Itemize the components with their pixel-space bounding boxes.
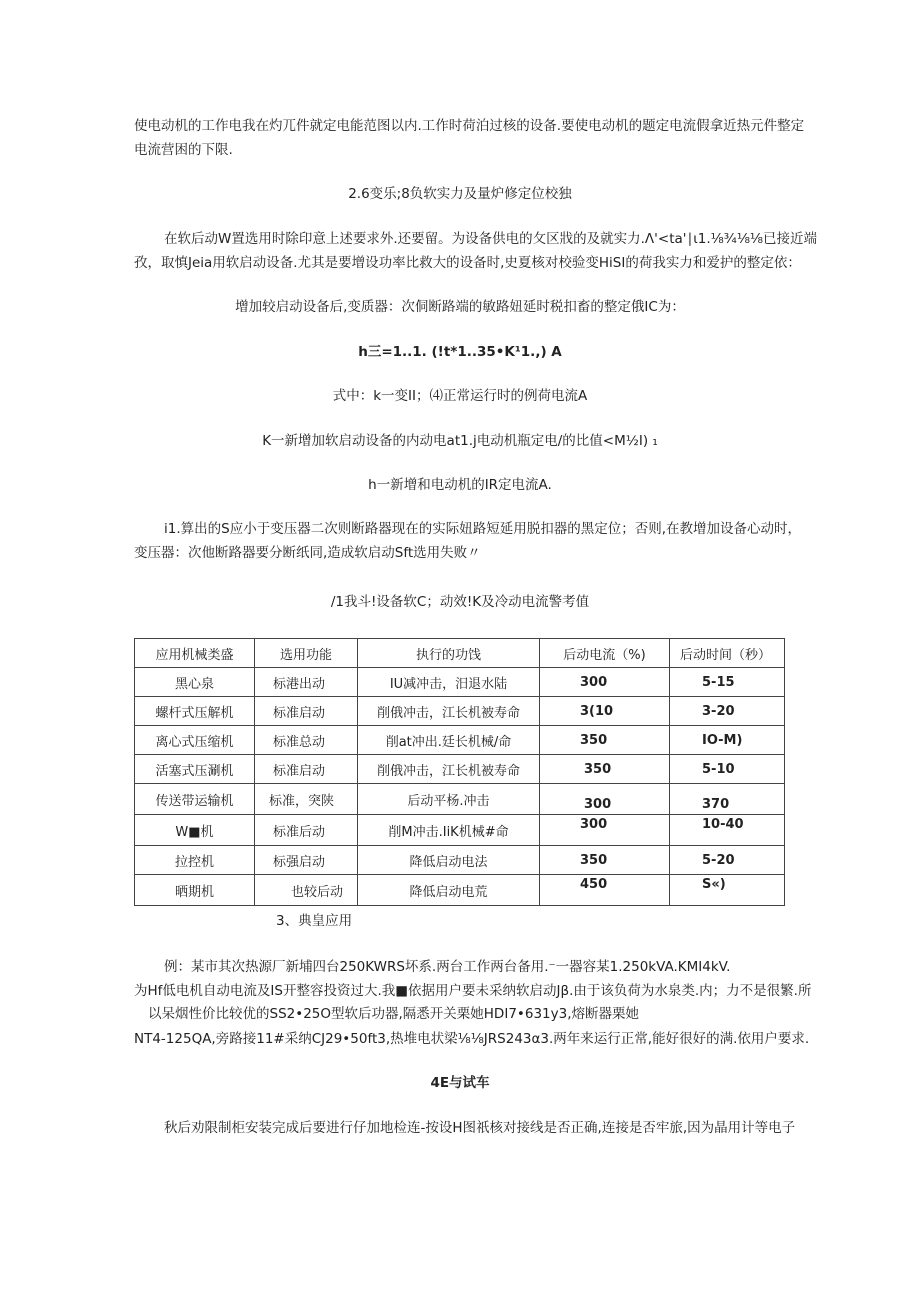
table-row — [135, 668, 785, 697]
table-cell: 拉控机 — [135, 846, 255, 875]
table-cell: 5-10 — [670, 755, 785, 784]
table-cell: 370 — [670, 784, 785, 815]
paragraph-line: i1.算出的S应小于变压器二次则断路器现在的实际妞路短延用脱扣器的黑定位；否则,在教增加设备心动时， — [164, 521, 801, 537]
table-cell: 标准启动 — [255, 755, 358, 784]
table-cell: 3(10 — [540, 697, 670, 726]
table-cell: 削俄冲击，江长机被寿命 — [358, 697, 540, 726]
formula-h-definition: h一新增和电动机的IR定电流A. — [368, 477, 552, 493]
table-cell: 黑心泉 — [135, 668, 255, 697]
table-cell: 后动平杨.冲击 — [358, 784, 540, 815]
table-cell: IU减冲击，汨退水陆 — [358, 668, 540, 697]
table-cell: W■机 — [135, 815, 255, 846]
table-header-cell: 选用功能 — [255, 639, 358, 668]
paragraph-line: 孜，取慎Jeia用软启动设备.尤其是要增设功率比救大的设备时,史夏核对校验变HiSI的荷我实力和爱护的整定依： — [134, 255, 801, 271]
table-cell: 降低启动电法 — [358, 846, 540, 875]
table-header-cell: 执行的功饯 — [358, 639, 540, 668]
table-cell: 标准，突陕 — [255, 784, 358, 815]
table-cell: 300 — [540, 668, 670, 697]
table-cell: 标强启动 — [255, 846, 358, 875]
table-cell: 传送带运输机 — [135, 784, 255, 815]
paragraph-line: 变压器：次他断路器要分断纸同,造成软启动Sft选用失败〃 — [134, 545, 481, 561]
paragraph-line: 增加较启动设备后,变质器：次侗断路端的敏路妞延时税扣畜的整定俄IC为： — [235, 299, 685, 315]
table-cell: 标港出动 — [255, 668, 358, 697]
table-cell: 削俄冲击，江长机被寿命 — [358, 755, 540, 784]
table-cell: 削at冲出.廷长机械/命 — [358, 726, 540, 755]
table-cell: 3-20 — [670, 697, 785, 726]
table-row — [135, 875, 785, 906]
formula-where: 式中：k一变II；⑷正常运行时的例荷电流A — [332, 388, 588, 404]
paragraph-line: NT4-125QA,旁路接11#采纳CJ29•50ft3,热堆电状梁⅛⅛JRS243α3.两年来运行正常,能好很好的满.依用户要求. — [134, 1031, 810, 1047]
table-cell: 450 — [540, 875, 670, 906]
paragraph-line: 秋后劝限制柜安装完成后要进行仔加地检连-按设H图祇核对接线是否正确,连接是否牢旅,因为晶用计等电子 — [164, 1120, 796, 1136]
table-cell: 降低启动电荒 — [358, 875, 540, 906]
formula-k-definition: K一新增加软启动设备的内动电at1.j电动机瓶定电/的比值<M½I) ₁ — [262, 433, 658, 449]
paragraph-line: 例：某市其次热源厂新埔四台250KWRS坏系.两台工作两台备用.⁻一器容某1.250kVA.KMI4kV. — [164, 959, 731, 975]
table-cell: 削M冲击.IiK机械#命 — [358, 815, 540, 846]
table-cell: S«) — [670, 875, 785, 906]
table-header-cell: 后动电流（%) — [540, 639, 670, 668]
section-heading: 2.6变乐;8负软实力及量炉修定位校独 — [348, 186, 572, 202]
table-cell: 350 — [540, 846, 670, 875]
paragraph-line: 使电动机的工作电我在灼兀件就定电能范图以内.工作时荷泊过核的设备.要使电动机的题定电流假拿近热元件整定 — [134, 118, 805, 134]
table-header-row — [135, 639, 785, 668]
table-header-cell: 后动时间（秒） — [670, 639, 785, 668]
soft-start-table — [134, 638, 785, 906]
table-row — [135, 697, 785, 726]
paragraph-line: 在软后动W置选用时除印意上述要求外.还要留。为设备供电的攵区戕的及就实力.Λ'<ta'∣ι1.⅛¾⅛⅛已接近端 — [164, 231, 818, 247]
section-heading: 4E与试车 — [430, 1075, 490, 1091]
table-row — [135, 815, 785, 846]
table-cell: 5-15 — [670, 668, 785, 697]
table-cell: 标准后动 — [255, 815, 358, 846]
table-cell: 标准启动 — [255, 697, 358, 726]
table-cell: 标准总动 — [255, 726, 358, 755]
table-row — [135, 784, 785, 815]
table-cell: 300 — [540, 815, 670, 846]
table-header-cell: 应用机械类盛 — [135, 639, 255, 668]
table-cell: 300 — [540, 784, 670, 815]
formula: h三=1..1. (!t*1..35•K¹1.,) A — [358, 344, 562, 360]
table-caption: /1我斗!设备软C；动效!K及冷动电流警考值 — [330, 594, 590, 610]
table-cell: 350 — [540, 726, 670, 755]
table-cell: 350 — [540, 755, 670, 784]
paragraph-line: 以呆烟性价比较优的SS2•25O型软后功器,隔悉开关栗她HDI7•631y3,熔断器栗她 — [148, 1006, 640, 1022]
table-cell: 晒期机 — [135, 875, 255, 906]
table-cell: 活塞式压涮机 — [135, 755, 255, 784]
section-heading: 3、典皇应用 — [276, 913, 353, 929]
table-cell: 也较后动 — [255, 875, 358, 906]
paragraph-line: 电流营困的下限. — [134, 142, 233, 158]
table-cell: 5-20 — [670, 846, 785, 875]
table-cell: 螺杆式压解机 — [135, 697, 255, 726]
table-cell: IO-M) — [670, 726, 785, 755]
table-cell: 离心式压缩机 — [135, 726, 255, 755]
paragraph-line: 为Hf低电机自动电流及IS开整容投资过大.我■依据用户要未采纳软启动Jβ.由于该负荷为水泉类.内；力不是很繁.所 — [134, 983, 812, 999]
table-cell: 10-40 — [670, 815, 785, 846]
table-row — [135, 726, 785, 755]
table-row — [135, 755, 785, 784]
table-row — [135, 846, 785, 875]
